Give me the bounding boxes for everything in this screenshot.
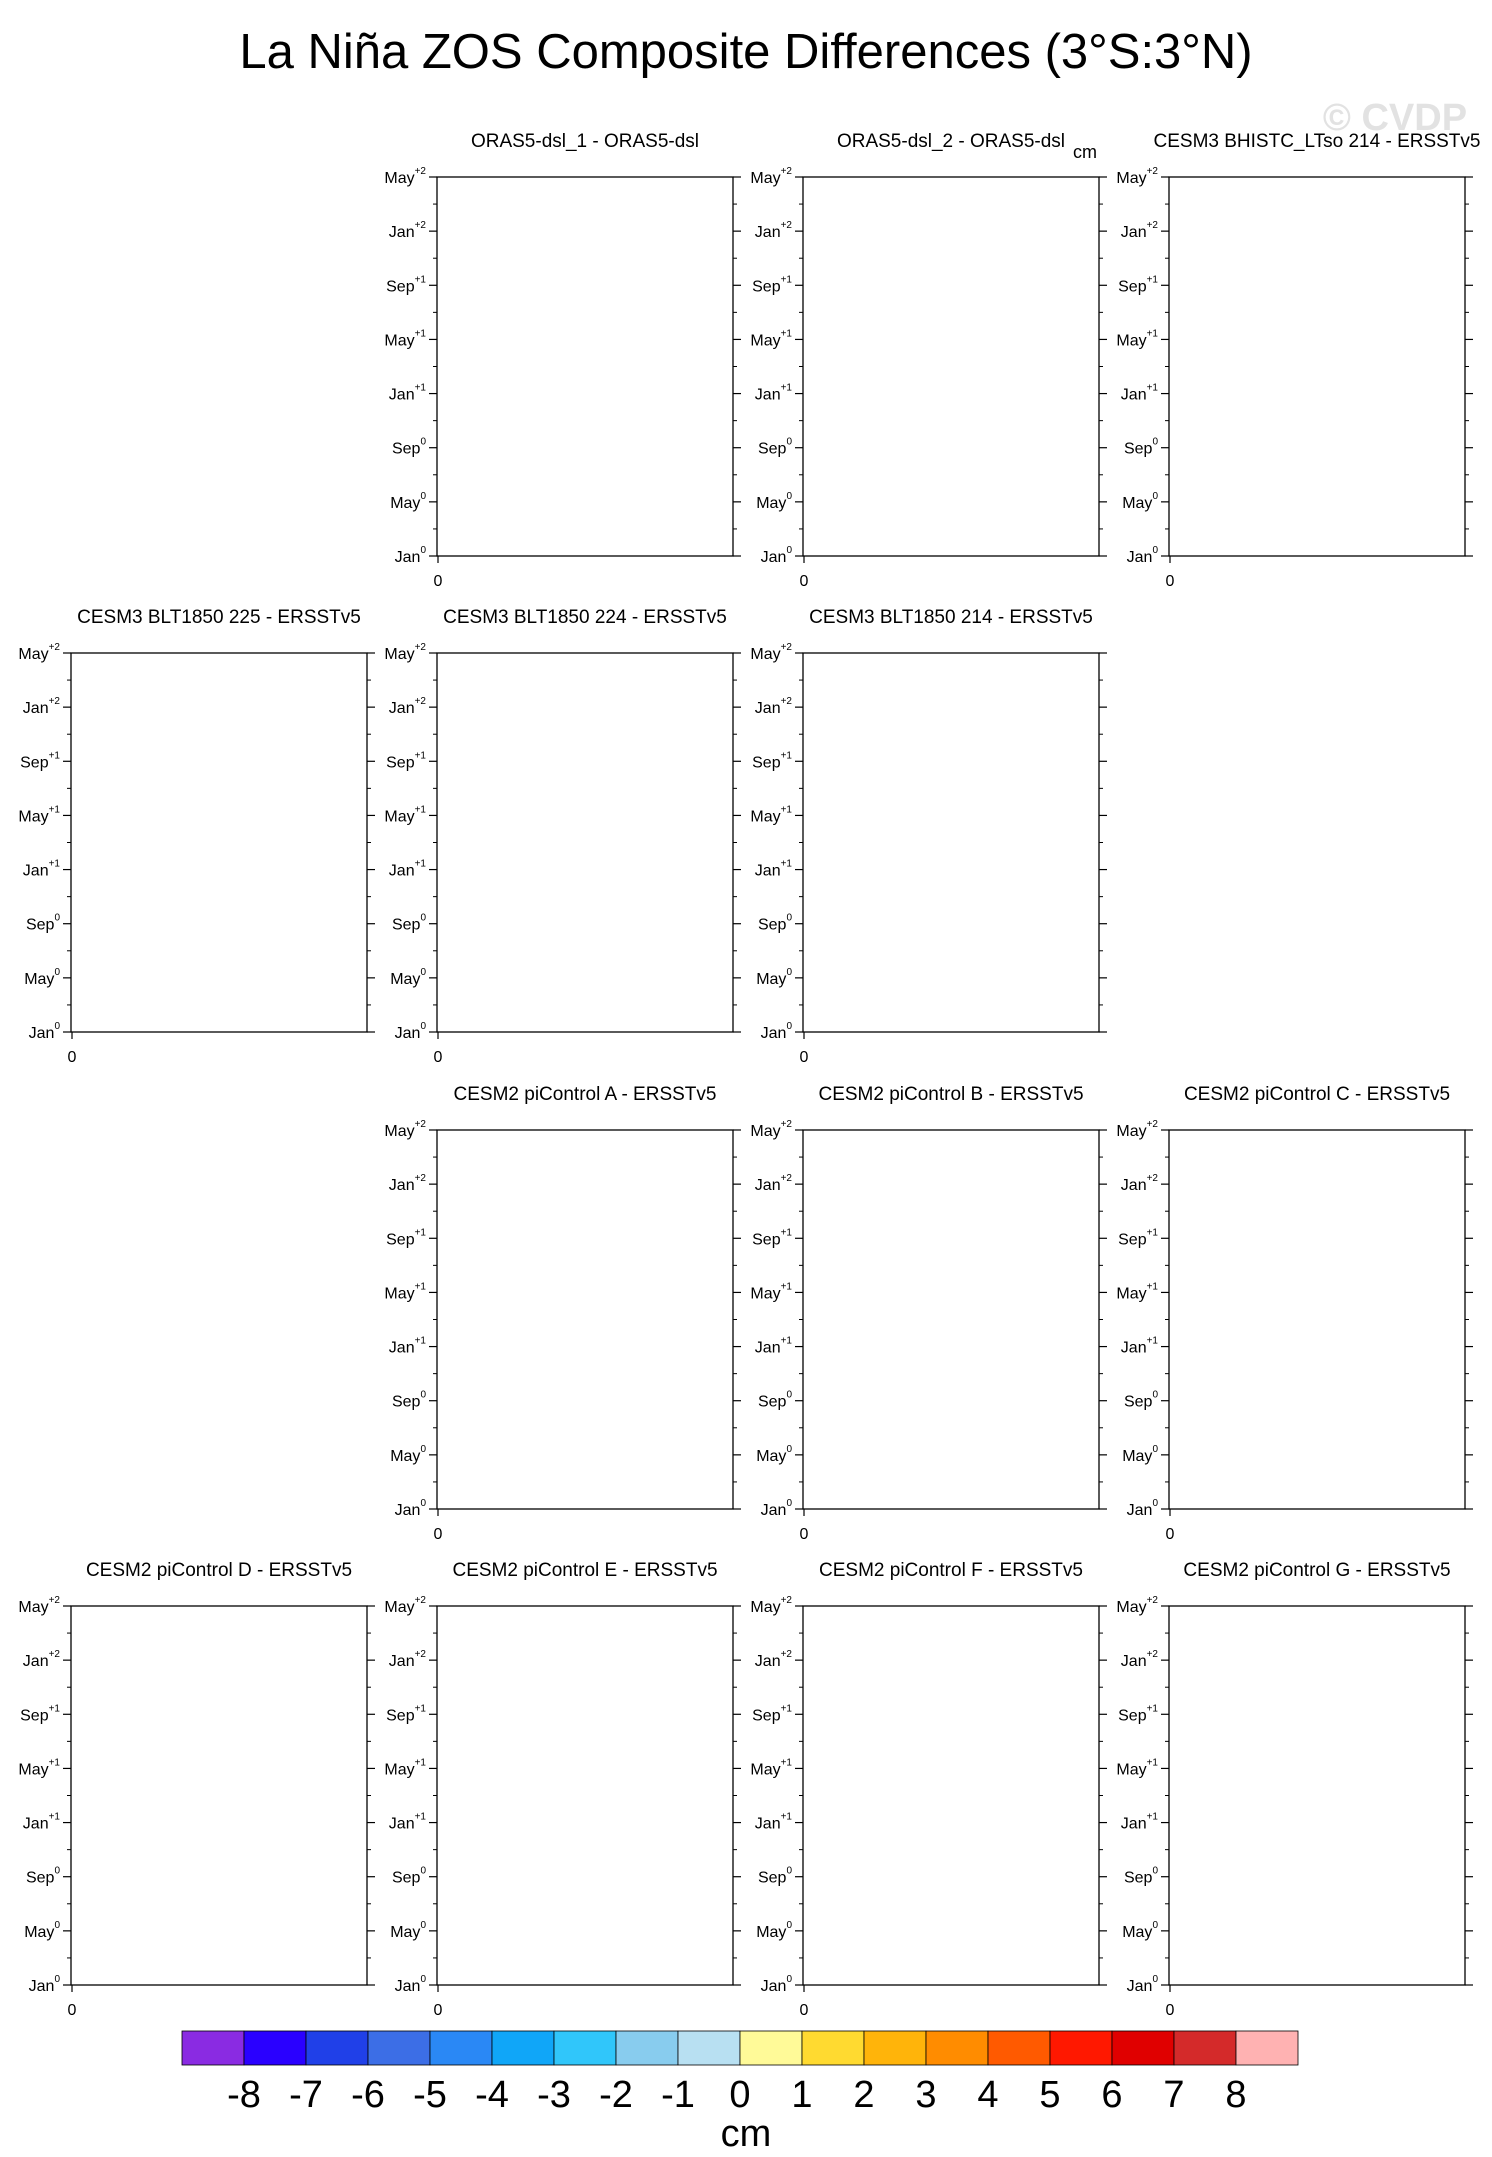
y-tick-label: Jan$^0$ xyxy=(1126,545,1158,566)
y-tick-label: Jan$^{+1}$ xyxy=(1120,382,1158,404)
panel-frame xyxy=(803,177,1099,556)
colorbar-swatch xyxy=(182,2031,244,2065)
panel-frame xyxy=(1169,177,1465,556)
y-tick-label: May$^{+1}$ xyxy=(384,804,426,826)
y-tick-label: Jan$^{+2}$ xyxy=(1120,220,1158,242)
colorbar-label: 8 xyxy=(1225,2074,1247,2116)
y-tick-label: May$^{+2}$ xyxy=(750,166,792,187)
y-tick-label: Sep$^{+1}$ xyxy=(752,1703,792,1725)
y-tick-label: May$^0$ xyxy=(24,1919,60,1941)
panel xyxy=(1116,131,1480,590)
y-tick-label: May$^{+2}$ xyxy=(384,166,426,187)
colorbar-label: -7 xyxy=(289,2074,323,2116)
y-tick-label: Jan$^{+1}$ xyxy=(754,858,792,880)
panel-title: CESM3 BLT1850 225 - ERSSTv5 xyxy=(77,607,361,628)
figure-title: La Niña ZOS Composite Differences (3°S:3°N) xyxy=(239,25,1253,79)
colorbar-swatch xyxy=(554,2031,616,2065)
colorbar-swatch xyxy=(988,2031,1050,2065)
colorbar-label: -5 xyxy=(413,2074,447,2116)
y-tick-label: May$^{+1}$ xyxy=(384,328,426,350)
y-tick-label: Jan$^0$ xyxy=(394,1021,426,1042)
y-tick-label: May$^{+1}$ xyxy=(750,804,792,826)
y-tick-label: May$^0$ xyxy=(24,966,60,988)
y-tick-label: Jan$^0$ xyxy=(760,545,792,566)
y-tick-label: Sep$^{+1}$ xyxy=(1118,1703,1158,1725)
panel xyxy=(750,607,1107,1066)
y-tick-label: May$^{+2}$ xyxy=(1116,1119,1158,1140)
y-tick-label: Sep$^0$ xyxy=(391,1865,426,1887)
x-tick-label: 0 xyxy=(1165,1526,1175,1543)
y-tick-label: Sep$^0$ xyxy=(391,1389,426,1411)
y-tick-label: Jan$^{+2}$ xyxy=(388,1173,426,1195)
colorbar-label: 5 xyxy=(1039,2074,1061,2116)
y-tick-label: Jan$^0$ xyxy=(760,1974,792,1995)
panel-frame xyxy=(437,1606,733,1985)
colorbar-swatch xyxy=(616,2031,678,2065)
y-tick-label: Sep$^{+1}$ xyxy=(20,750,60,772)
y-tick-label: Sep$^0$ xyxy=(1123,436,1158,458)
units-label-top: cm xyxy=(1073,142,1097,162)
y-tick-label: May$^0$ xyxy=(390,490,426,512)
colorbar-label: 6 xyxy=(1101,2074,1123,2116)
y-tick-label: Jan$^{+2}$ xyxy=(1120,1649,1158,1671)
y-tick-label: May$^0$ xyxy=(756,966,792,988)
colorbar-swatch xyxy=(678,2031,740,2065)
y-tick-label: May$^0$ xyxy=(390,1919,426,1941)
x-tick-label: 0 xyxy=(799,1049,809,1066)
y-tick-label: Jan$^{+1}$ xyxy=(754,382,792,404)
panel xyxy=(18,607,375,1066)
y-tick-label: Jan$^0$ xyxy=(394,545,426,566)
y-tick-label: Sep$^0$ xyxy=(1123,1865,1158,1887)
y-tick-label: May$^{+1}$ xyxy=(1116,1281,1158,1303)
y-tick-label: Sep$^{+1}$ xyxy=(386,1227,426,1249)
y-tick-label: May$^{+1}$ xyxy=(1116,1757,1158,1779)
panel xyxy=(384,1084,741,1543)
colorbar-swatch xyxy=(1174,2031,1236,2065)
y-tick-label: Jan$^{+1}$ xyxy=(22,1811,60,1833)
colorbar-label: -8 xyxy=(227,2074,261,2116)
colorbar-swatch xyxy=(430,2031,492,2065)
panel-frame xyxy=(71,1606,367,1985)
panel xyxy=(1116,1560,1473,2019)
y-tick-label: Jan$^0$ xyxy=(394,1498,426,1519)
y-tick-label: Jan$^0$ xyxy=(394,1974,426,1995)
y-tick-label: Sep$^0$ xyxy=(757,1865,792,1887)
panel-frame xyxy=(71,653,367,1032)
y-tick-label: May$^{+1}$ xyxy=(384,1281,426,1303)
y-tick-label: Sep$^0$ xyxy=(757,1389,792,1411)
y-tick-label: Sep$^{+1}$ xyxy=(386,1703,426,1725)
y-tick-label: May$^0$ xyxy=(390,966,426,988)
panel-frame xyxy=(803,1606,1099,1985)
y-tick-label: May$^0$ xyxy=(1122,1919,1158,1941)
colorbar-units: cm xyxy=(720,2113,772,2155)
y-tick-label: Jan$^{+2}$ xyxy=(754,696,792,718)
panel-title: CESM2 piControl B - ERSSTv5 xyxy=(818,1084,1084,1105)
colorbar-label: 1 xyxy=(791,2074,813,2116)
y-tick-label: May$^0$ xyxy=(756,1919,792,1941)
y-tick-label: May$^0$ xyxy=(1122,1443,1158,1465)
panel xyxy=(750,131,1107,590)
panels-group xyxy=(18,131,1480,2019)
y-tick-label: May$^{+2}$ xyxy=(384,642,426,663)
y-tick-label: Jan$^{+2}$ xyxy=(388,1649,426,1671)
y-tick-label: Sep$^0$ xyxy=(391,436,426,458)
colorbar-label: -6 xyxy=(351,2074,385,2116)
colorbar-swatch xyxy=(368,2031,430,2065)
colorbar-swatch xyxy=(244,2031,306,2065)
colorbar-label: -2 xyxy=(599,2074,633,2116)
y-tick-label: May$^{+2}$ xyxy=(18,642,60,663)
y-tick-label: May$^{+1}$ xyxy=(18,1757,60,1779)
colorbar-swatch xyxy=(926,2031,988,2065)
panel xyxy=(750,1084,1107,1543)
y-tick-label: Jan$^{+2}$ xyxy=(754,1649,792,1671)
panel-title: CESM2 piControl C - ERSSTv5 xyxy=(1183,1084,1451,1105)
y-tick-label: Sep$^0$ xyxy=(757,912,792,934)
y-tick-label: Sep$^0$ xyxy=(25,912,60,934)
y-tick-label: Jan$^{+2}$ xyxy=(754,220,792,242)
panel-frame xyxy=(803,653,1099,1032)
y-tick-label: Jan$^0$ xyxy=(28,1974,60,1995)
y-tick-label: Sep$^0$ xyxy=(1123,1389,1158,1411)
y-tick-label: May$^{+2}$ xyxy=(1116,166,1158,187)
panel-title: CESM2 piControl A - ERSSTv5 xyxy=(453,1084,717,1105)
y-tick-label: Sep$^{+1}$ xyxy=(386,750,426,772)
panel xyxy=(384,1560,741,2019)
colorbar-label: -3 xyxy=(537,2074,571,2116)
y-tick-label: Jan$^{+1}$ xyxy=(754,1811,792,1833)
y-tick-label: May$^{+2}$ xyxy=(1116,1595,1158,1616)
colorbar-swatch xyxy=(1050,2031,1112,2065)
y-tick-label: Sep$^{+1}$ xyxy=(1118,1227,1158,1249)
y-tick-label: Jan$^{+1}$ xyxy=(388,1811,426,1833)
y-tick-label: May$^{+2}$ xyxy=(750,1119,792,1140)
x-tick-label: 0 xyxy=(799,1526,809,1543)
y-tick-label: Jan$^0$ xyxy=(1126,1498,1158,1519)
y-tick-label: May$^0$ xyxy=(390,1443,426,1465)
y-tick-label: Sep$^{+1}$ xyxy=(752,750,792,772)
x-tick-label: 0 xyxy=(433,1526,443,1543)
y-tick-label: May$^{+2}$ xyxy=(18,1595,60,1616)
panel xyxy=(1116,1084,1473,1543)
panel-title: CESM2 piControl G - ERSSTv5 xyxy=(1183,1560,1451,1581)
colorbar-label: -4 xyxy=(475,2074,509,2116)
x-tick-label: 0 xyxy=(433,2002,443,2019)
colorbar xyxy=(182,2031,1298,2116)
panel-title: CESM3 BHISTC_LTso 214 - ERSSTv5 xyxy=(1153,131,1481,152)
y-tick-label: May$^{+1}$ xyxy=(750,1281,792,1303)
colorbar-label: -1 xyxy=(661,2074,695,2116)
colorbar-label: 7 xyxy=(1163,2074,1185,2116)
y-tick-label: Jan$^{+1}$ xyxy=(388,382,426,404)
panel xyxy=(384,131,741,590)
y-tick-label: Jan$^{+2}$ xyxy=(22,696,60,718)
panel-frame xyxy=(1169,1130,1465,1509)
y-tick-label: Jan$^0$ xyxy=(1126,1974,1158,1995)
panel xyxy=(18,1560,375,2019)
y-tick-label: May$^{+2}$ xyxy=(750,1595,792,1616)
x-tick-label: 0 xyxy=(433,573,443,590)
y-tick-label: May$^0$ xyxy=(1122,490,1158,512)
y-tick-label: May$^{+2}$ xyxy=(384,1595,426,1616)
y-tick-label: Sep$^{+1}$ xyxy=(1118,274,1158,296)
y-tick-label: Sep$^0$ xyxy=(757,436,792,458)
panel-frame xyxy=(803,1130,1099,1509)
colorbar-swatch xyxy=(1112,2031,1174,2065)
panel-frame xyxy=(1169,1606,1465,1985)
colorbar-label: 0 xyxy=(729,2074,751,2116)
y-tick-label: Jan$^{+2}$ xyxy=(388,696,426,718)
y-tick-label: Jan$^{+1}$ xyxy=(1120,1335,1158,1357)
y-tick-label: Sep$^0$ xyxy=(25,1865,60,1887)
panel-frame xyxy=(437,1130,733,1509)
y-tick-label: Jan$^{+1}$ xyxy=(1120,1811,1158,1833)
panel-title: CESM3 BLT1850 224 - ERSSTv5 xyxy=(443,607,727,628)
panel-title: CESM2 piControl E - ERSSTv5 xyxy=(452,1560,718,1581)
panel-frame xyxy=(437,177,733,556)
colorbar-label: 4 xyxy=(977,2074,999,2116)
y-tick-label: May$^{+1}$ xyxy=(1116,328,1158,350)
y-tick-label: Sep$^{+1}$ xyxy=(20,1703,60,1725)
y-tick-label: Sep$^0$ xyxy=(391,912,426,934)
y-tick-label: May$^{+1}$ xyxy=(384,1757,426,1779)
y-tick-label: Sep$^{+1}$ xyxy=(386,274,426,296)
y-tick-label: Sep$^{+1}$ xyxy=(752,1227,792,1249)
y-tick-label: Jan$^0$ xyxy=(28,1021,60,1042)
y-tick-label: Jan$^{+2}$ xyxy=(754,1173,792,1195)
panel xyxy=(384,607,741,1066)
y-tick-label: Jan$^{+2}$ xyxy=(22,1649,60,1671)
x-tick-label: 0 xyxy=(67,2002,77,2019)
colorbar-swatch xyxy=(1236,2031,1298,2065)
panel-title: CESM3 BLT1850 214 - ERSSTv5 xyxy=(809,607,1093,628)
x-tick-label: 0 xyxy=(799,573,809,590)
y-tick-label: May$^{+1}$ xyxy=(750,1757,792,1779)
panel-title: CESM2 piControl F - ERSSTv5 xyxy=(819,1560,1083,1581)
x-tick-label: 0 xyxy=(433,1049,443,1066)
panel-frame xyxy=(437,653,733,1032)
colorbar-swatch xyxy=(306,2031,368,2065)
y-tick-label: May$^0$ xyxy=(756,490,792,512)
y-tick-label: May$^{+2}$ xyxy=(750,642,792,663)
y-tick-label: Jan$^0$ xyxy=(760,1498,792,1519)
panel-title: ORAS5-dsl_2 - ORAS5-dsl xyxy=(836,131,1066,152)
y-tick-label: Jan$^{+2}$ xyxy=(388,220,426,242)
x-tick-label: 0 xyxy=(1165,573,1175,590)
y-tick-label: Jan$^{+2}$ xyxy=(1120,1173,1158,1195)
y-tick-label: Jan$^{+1}$ xyxy=(22,858,60,880)
y-tick-label: Jan$^{+1}$ xyxy=(754,1335,792,1357)
x-tick-label: 0 xyxy=(799,2002,809,2019)
x-tick-label: 0 xyxy=(67,1049,77,1066)
y-tick-label: May$^{+2}$ xyxy=(384,1119,426,1140)
y-tick-label: May$^0$ xyxy=(756,1443,792,1465)
panel xyxy=(750,1560,1107,2019)
y-tick-label: Jan$^0$ xyxy=(760,1021,792,1042)
panel-title: CESM2 piControl D - ERSSTv5 xyxy=(85,1560,353,1581)
y-tick-label: Jan$^{+1}$ xyxy=(388,1335,426,1357)
panel-title: ORAS5-dsl_1 - ORAS5-dsl xyxy=(470,131,700,152)
y-tick-label: Sep$^{+1}$ xyxy=(752,274,792,296)
y-tick-label: May$^{+1}$ xyxy=(750,328,792,350)
colorbar-swatch xyxy=(864,2031,926,2065)
colorbar-swatch xyxy=(802,2031,864,2065)
y-tick-label: Jan$^{+1}$ xyxy=(388,858,426,880)
y-tick-label: May$^{+1}$ xyxy=(18,804,60,826)
colorbar-label: 2 xyxy=(853,2074,875,2116)
colorbar-swatch xyxy=(492,2031,554,2065)
x-tick-label: 0 xyxy=(1165,2002,1175,2019)
watermark: © CVDP xyxy=(1322,97,1468,139)
colorbar-label: 3 xyxy=(915,2074,937,2116)
colorbar-swatch xyxy=(740,2031,802,2065)
